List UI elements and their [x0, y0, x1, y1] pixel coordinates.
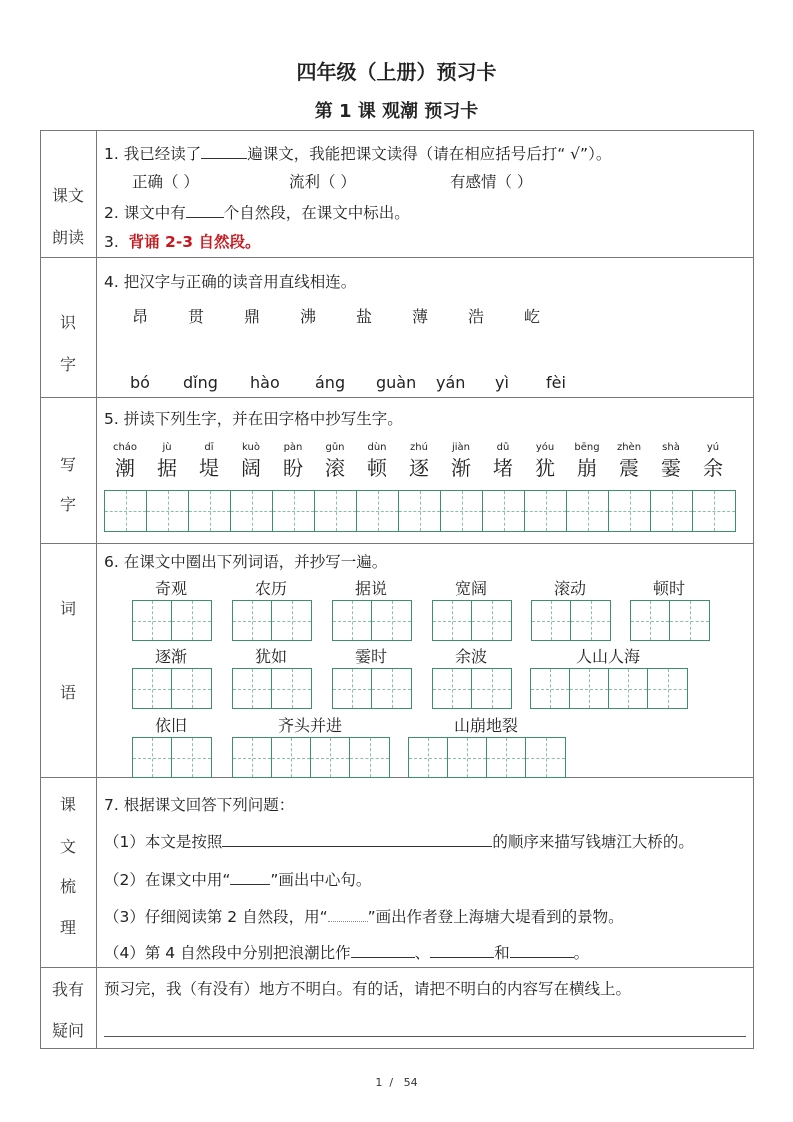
tianzige-cell[interactable]: [399, 491, 441, 531]
pinyin-item[interactable]: dǐng: [183, 373, 218, 392]
pinyin-label: dǔ: [496, 442, 510, 453]
hanzi-item[interactable]: 沸: [300, 307, 317, 326]
pinyin-item[interactable]: guàn: [376, 373, 417, 392]
word-grid[interactable]: [530, 668, 688, 709]
tianzige-cell[interactable]: [526, 738, 565, 777]
option-emotional[interactable]: 有感情（ ）: [450, 173, 533, 191]
tianzige-cell[interactable]: [147, 491, 189, 531]
answer-blank[interactable]: [351, 944, 415, 958]
section-label-words: 词: [59, 599, 76, 618]
tianzige-cell[interactable]: [531, 669, 570, 708]
tianzige-cell[interactable]: [487, 738, 526, 777]
section-label-comp-4: 理: [59, 918, 76, 937]
tianzige-cell[interactable]: [567, 491, 609, 531]
tianzige-cell[interactable]: [532, 601, 571, 640]
question-6: 6. 在课文中圈出下列词语，并抄写一遍。: [104, 553, 388, 571]
pinyin-label: yú: [706, 442, 720, 453]
answer-blank[interactable]: [201, 145, 247, 159]
word-label: 顿时: [652, 579, 685, 598]
pinyin-item[interactable]: fèi: [546, 373, 566, 392]
hanzi-label: 潮: [115, 456, 135, 480]
word-label: 逐渐: [154, 647, 187, 666]
pinyin-label: shà: [662, 442, 680, 453]
word-grid[interactable]: [232, 600, 312, 641]
word-label: 奇观: [154, 579, 187, 598]
hanzi-label: 堤: [199, 456, 219, 480]
dotted-underline-sample: [328, 908, 368, 922]
sub-question-4: （4）第 4 自然段中分别把浪潮比作 、 和 。: [104, 944, 590, 962]
tianzige-cell[interactable]: [233, 601, 272, 640]
tianzige-cell[interactable]: [651, 491, 693, 531]
section-label-questions: 我有: [51, 980, 84, 999]
tianzige-cell[interactable]: [631, 601, 670, 640]
word-grid[interactable]: [132, 737, 212, 778]
pinyin-label: dùn: [367, 442, 387, 453]
questions-prompt: 预习完，我（有没有）地方不明白。有的话，请把不明白的内容写在横线上。: [104, 980, 632, 998]
word-label: 农历: [254, 579, 287, 598]
tianzige-cell[interactable]: [609, 491, 651, 531]
pinyin-label: kuò: [242, 442, 260, 453]
tianzige-cell[interactable]: [133, 738, 172, 777]
tianzige-cell[interactable]: [233, 669, 272, 708]
underline-sample: [230, 871, 270, 885]
tianzige-cell[interactable]: [233, 738, 272, 777]
tianzige-cell[interactable]: [472, 601, 511, 640]
option-correct[interactable]: 正确（ ）: [132, 173, 199, 191]
pinyin-label: jù: [162, 442, 172, 453]
hanzi-item[interactable]: 薄: [412, 307, 429, 326]
hanzi-item[interactable]: 鼎: [244, 307, 261, 326]
tianzige-cell[interactable]: [333, 601, 372, 640]
tianzige-cell[interactable]: [272, 738, 311, 777]
word-label: 依旧: [154, 716, 187, 735]
page-title: 四年级（上册）预习卡: [296, 60, 497, 84]
pinyin-label: zhú: [410, 442, 428, 453]
tianzige-cell[interactable]: [133, 669, 172, 708]
hanzi-label: 滚: [325, 456, 345, 480]
tianzige-cell[interactable]: [433, 601, 472, 640]
word-label: 余波: [454, 647, 487, 666]
lesson-subtitle: 第 1 课 观潮 预习卡: [314, 101, 479, 122]
hanzi-label: 顿: [367, 456, 387, 480]
tianzige-cell[interactable]: [570, 669, 609, 708]
tianzige-cell[interactable]: [670, 601, 709, 640]
pinyin-label: bēng: [574, 442, 600, 453]
tianzige-cell[interactable]: [315, 491, 357, 531]
tianzige-cell[interactable]: [609, 669, 648, 708]
row-divider: [40, 967, 754, 968]
hanzi-item[interactable]: 盐: [356, 307, 373, 326]
row-divider: [40, 543, 754, 544]
section-label-comp-2: 文: [59, 837, 76, 856]
tianzige-cell[interactable]: [648, 669, 687, 708]
pinyin-item[interactable]: yì: [495, 373, 509, 392]
pinyin-item[interactable]: yán: [436, 373, 466, 392]
word-grid[interactable]: [332, 600, 412, 641]
tianzige-cell[interactable]: [472, 669, 511, 708]
hanzi-label: 阔: [241, 456, 261, 480]
section-label-comp-1: 课: [59, 795, 76, 814]
tianzige-cell[interactable]: [272, 669, 311, 708]
hanzi-item[interactable]: 屹: [524, 307, 541, 326]
tianzige-cell[interactable]: [357, 491, 399, 531]
hanzi-label: 余: [703, 456, 723, 480]
hanzi-label: 逐: [409, 456, 429, 480]
answer-blank[interactable]: [186, 204, 224, 218]
tianzige-cell[interactable]: [433, 669, 472, 708]
section-label-write: 写: [59, 455, 76, 474]
word-label: 人山人海: [575, 647, 640, 666]
section-label-comp-3: 梳: [59, 877, 76, 896]
pinyin-label: yóu: [535, 442, 555, 453]
answer-blank[interactable]: [510, 944, 574, 958]
tianzige-cell[interactable]: [172, 601, 211, 640]
tianzige-cell[interactable]: [525, 491, 567, 531]
hanzi-label: 犹: [535, 456, 555, 480]
sub-question-3: （3）仔细阅读第 2 自然段，用“ ”画出作者登上海塘大堤看到的景物。: [104, 908, 624, 926]
tianzige-cell[interactable]: [172, 738, 211, 777]
section-label-recognize: 识: [59, 313, 76, 332]
tianzige-cell[interactable]: [571, 601, 610, 640]
pinyin-label: jiàn: [451, 442, 471, 453]
tianzige-cell[interactable]: [172, 669, 211, 708]
tianzige-cell[interactable]: [441, 491, 483, 531]
word-label: 据说: [354, 579, 387, 598]
hanzi-item[interactable]: 贯: [188, 307, 205, 326]
word-grid[interactable]: [132, 600, 212, 641]
question-4: 4. 把汉字与正确的读音用直线相连。: [104, 273, 357, 291]
question-answer-line[interactable]: [104, 1036, 746, 1037]
hanzi-label: 崩: [577, 456, 597, 480]
tianzige-cell[interactable]: [693, 491, 735, 531]
section-label-words-2: 语: [59, 683, 76, 702]
word-label: 齐头并进: [277, 716, 342, 735]
section-label-questions-2: 疑问: [51, 1021, 84, 1040]
pinyin-label: cháo: [112, 442, 138, 453]
word-grid[interactable]: [232, 737, 390, 778]
row-divider: [40, 397, 754, 398]
word-label: 犹如: [254, 647, 287, 666]
word-label: 霎时: [354, 647, 387, 666]
tianzige-cell[interactable]: [105, 491, 147, 531]
tianzige-cell[interactable]: [483, 491, 525, 531]
question-3: 3. 背诵 2-3 自然段。: [104, 233, 261, 251]
tianzige-cell[interactable]: [333, 669, 372, 708]
tianzige-cell[interactable]: [311, 738, 350, 777]
word-grid[interactable]: [531, 600, 611, 641]
section-label-reading: 课文: [51, 186, 84, 205]
pinyin-label: pàn: [283, 442, 303, 453]
answer-blank[interactable]: [222, 833, 492, 847]
hanzi-label: 据: [157, 456, 177, 480]
word-grid[interactable]: [432, 600, 512, 641]
question-5: 5. 拼读下列生字，并在田字格中抄写生字。: [104, 410, 403, 428]
word-grid[interactable]: [432, 668, 512, 709]
section-label-write-2: 字: [59, 495, 76, 514]
section-label-reading-2: 朗读: [51, 228, 84, 247]
hanzi-label: 震: [619, 456, 639, 480]
hanzi-item[interactable]: 昂: [132, 307, 149, 326]
hanzi-label: 霎: [661, 456, 681, 480]
question-2: 2. 课文中有 个自然段，在课文中标出。: [104, 204, 410, 222]
word-label: 滚动: [553, 579, 586, 598]
pinyin-label: dī: [204, 442, 214, 453]
tianzige-cell[interactable]: [231, 491, 273, 531]
row-divider: [40, 257, 754, 258]
pinyin-label: zhèn: [616, 442, 642, 453]
word-label: 山崩地裂: [453, 716, 518, 735]
question-7: 7. 根据课文回答下列问题：: [104, 796, 295, 814]
word-grid[interactable]: [232, 668, 312, 709]
word-grid[interactable]: [408, 737, 566, 778]
option-fluent[interactable]: 流利（ ）: [289, 173, 356, 191]
question-1: 1. 我已经读了 遍课文，我能把课文读得（请在相应括号后打“ √”）。: [104, 145, 612, 163]
word-grid[interactable]: [332, 668, 412, 709]
word-label: 宽阔: [454, 579, 487, 598]
word-grid[interactable]: [132, 668, 212, 709]
column-divider: [96, 130, 97, 1049]
tianzige-cell[interactable]: [133, 601, 172, 640]
pinyin-item[interactable]: bó: [130, 373, 150, 392]
answer-blank[interactable]: [430, 944, 494, 958]
section-label-recognize-2: 字: [59, 355, 76, 374]
hanzi-label: 渐: [451, 456, 471, 480]
tianzige-cell[interactable]: [350, 738, 389, 777]
tianzige-cell[interactable]: [372, 669, 411, 708]
tianzige-cell[interactable]: [273, 491, 315, 531]
pinyin-item[interactable]: hào: [250, 373, 280, 392]
tianzige-cell[interactable]: [448, 738, 487, 777]
sub-question-2: （2）在课文中用“ ”画出中心句。: [104, 871, 372, 889]
sub-question-1: （1）本文是按照 的顺序来描写钱塘江大桥的。: [104, 833, 694, 851]
tianzige-cell[interactable]: [272, 601, 311, 640]
word-grid[interactable]: [630, 600, 710, 641]
tianzige-cell[interactable]: [189, 491, 231, 531]
tianzige-cell[interactable]: [409, 738, 448, 777]
hanzi-label: 盼: [283, 456, 303, 480]
hanzi-item[interactable]: 浩: [468, 307, 485, 326]
tianzige-grid[interactable]: [104, 490, 736, 532]
hanzi-label: 堵: [493, 456, 513, 480]
pinyin-label: gǔn: [325, 442, 345, 453]
pinyin-item[interactable]: áng: [315, 373, 346, 392]
page-indicator: 1 / 54: [375, 1076, 418, 1089]
tianzige-cell[interactable]: [372, 601, 411, 640]
